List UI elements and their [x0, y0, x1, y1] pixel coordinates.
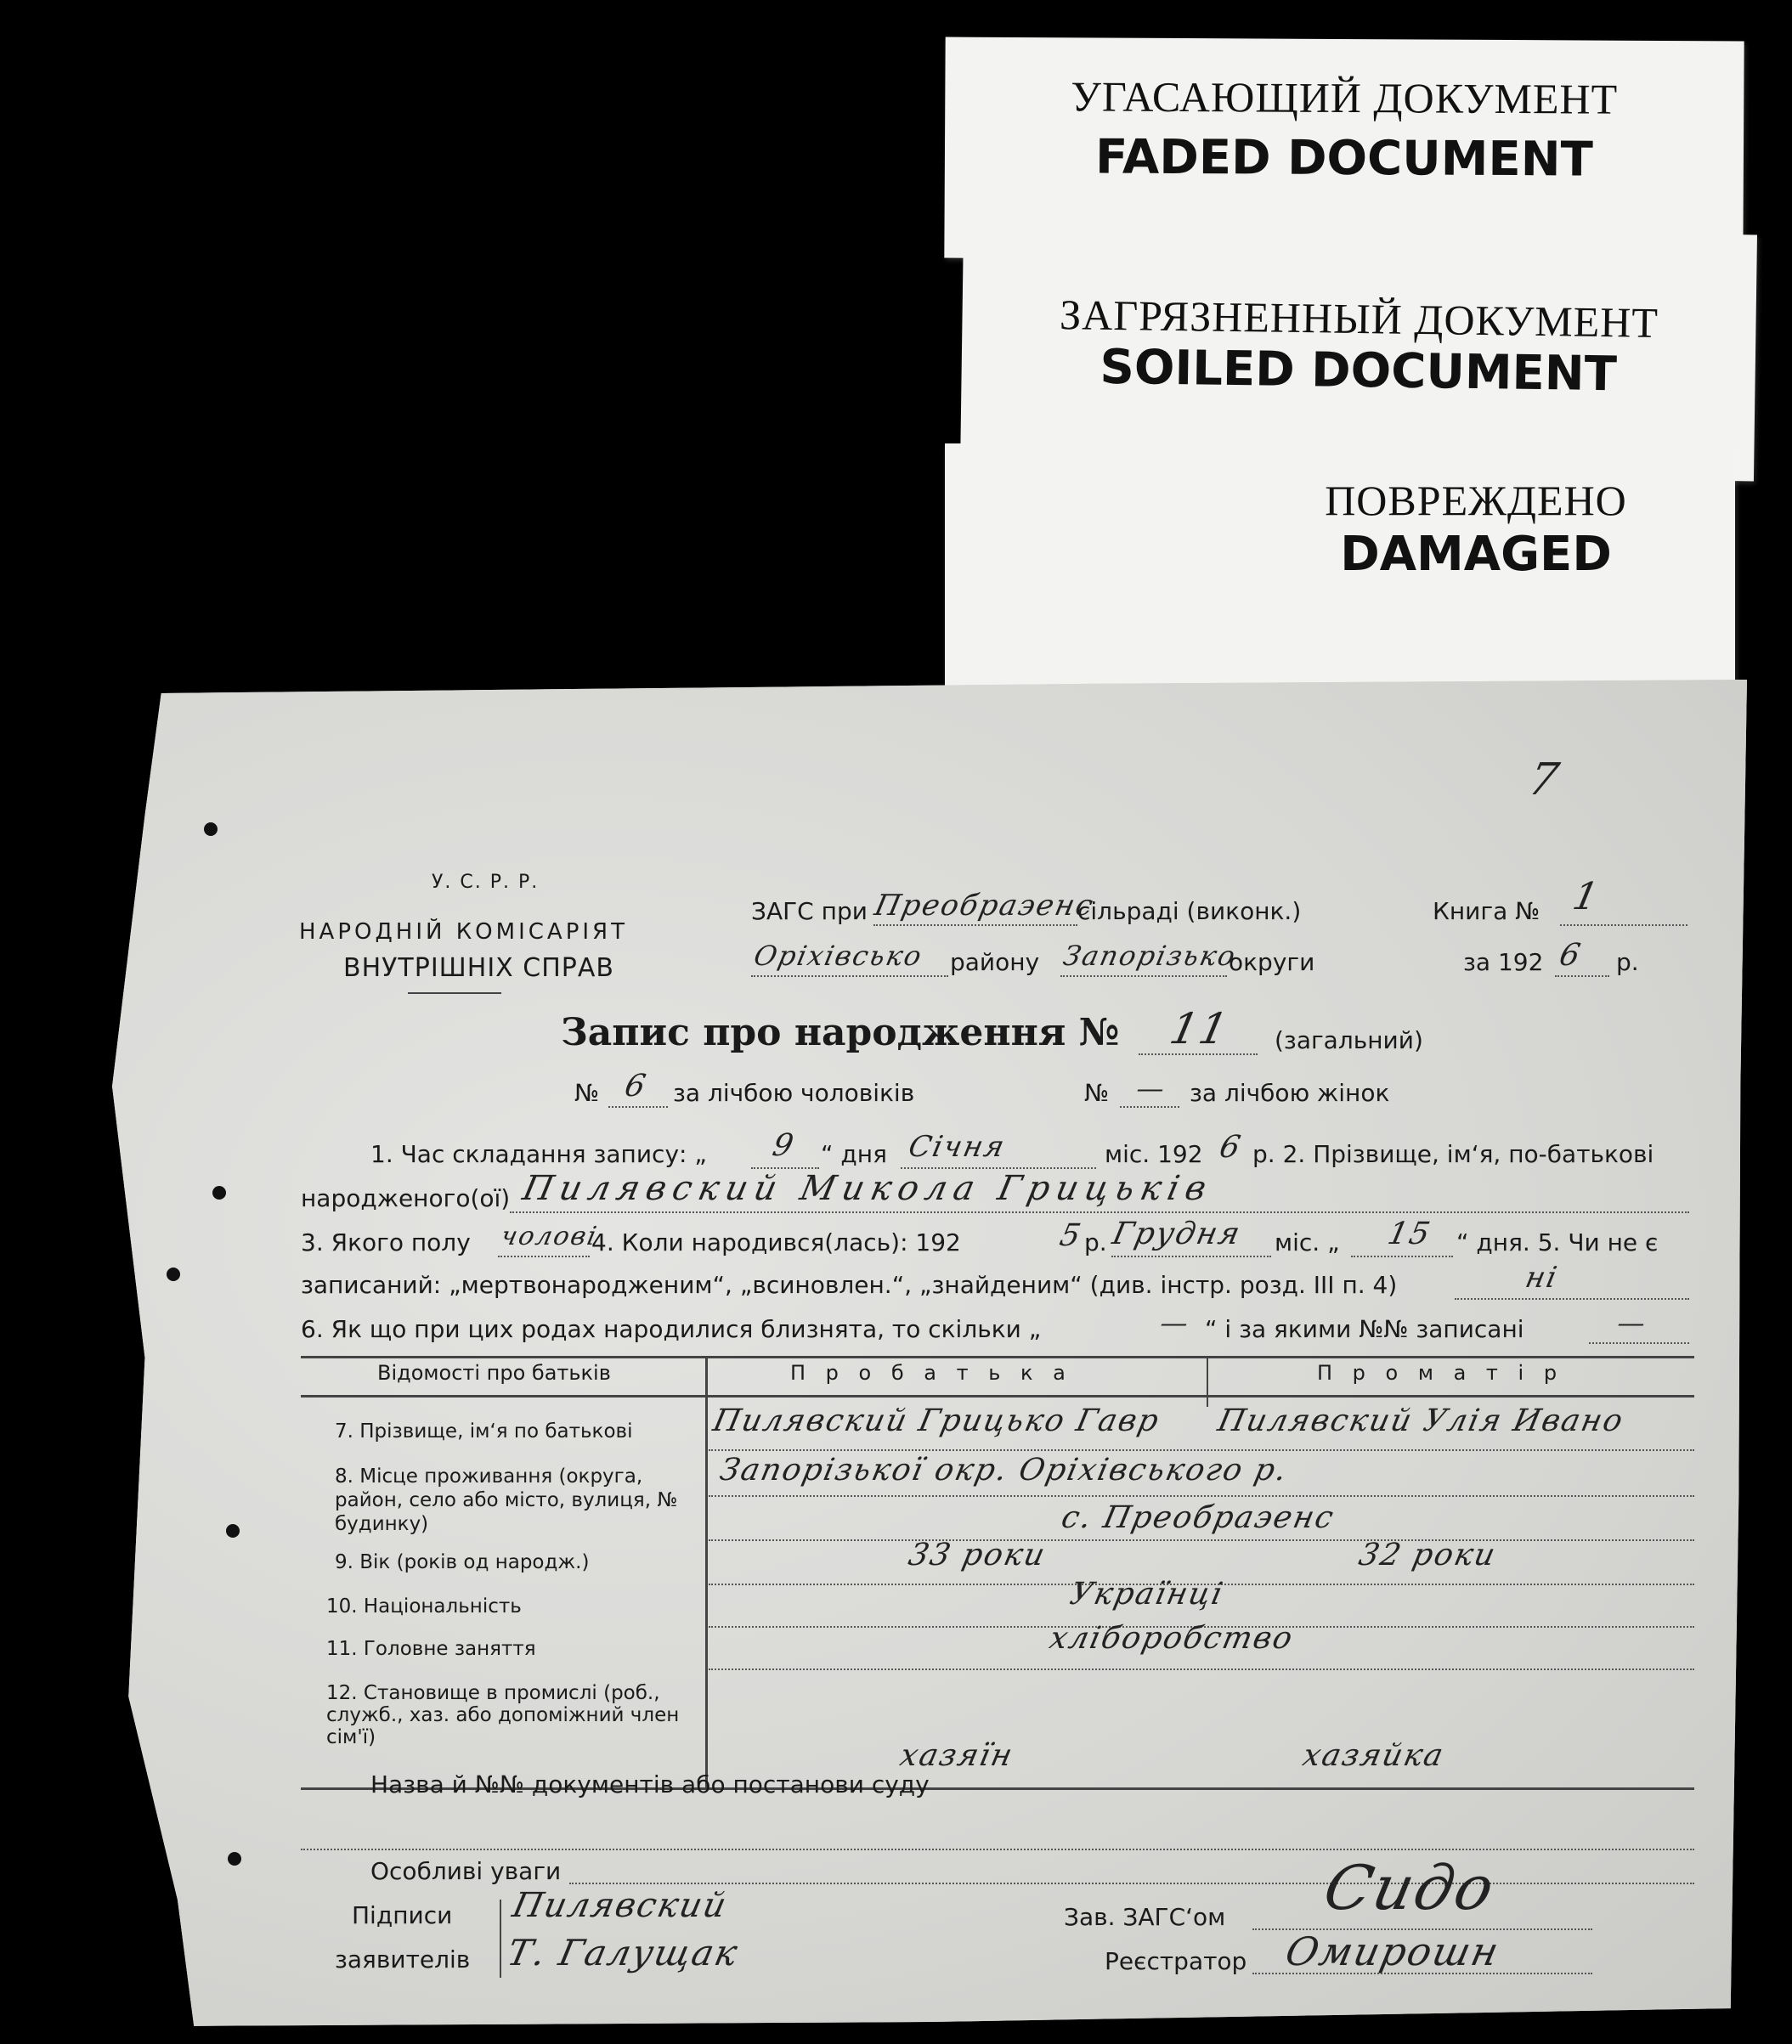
- field-1-rest: р. 2. Прізвище, ім‘я, по-батькові: [1252, 1140, 1654, 1168]
- row-8-father: Запорізької окр. Оріхівського р.: [716, 1453, 1292, 1488]
- punch-hole: [204, 822, 218, 836]
- faded-label-ru: УГАСАЮЩИЙ ДОКУМЕНТ: [1071, 72, 1619, 123]
- row-12-father: хазяїн: [896, 1738, 1017, 1773]
- row-7-father: Пилявский Грицько Гавр: [709, 1403, 1163, 1438]
- soiled-label-ru: ЗАГРЯЗНЕННЫЙ ДОКУМЕНТ: [1059, 291, 1659, 347]
- soiled-label-en: SOILED DOCUMENT: [1100, 339, 1618, 403]
- district-line: [751, 975, 948, 977]
- child-name-line: [510, 1211, 1689, 1213]
- birth-day-line: [1351, 1256, 1453, 1257]
- book-number: 1: [1569, 875, 1604, 918]
- book-label: Книга №: [1433, 897, 1540, 925]
- commissariat-line-1: НАРОДНІЙ КОМІСАРІЯТ: [299, 919, 628, 945]
- year-suffix: р.: [1616, 948, 1639, 976]
- field-1-month: Січня: [905, 1130, 1009, 1164]
- signatures-label-1: Підписи: [352, 1901, 453, 1929]
- zags-village-line: [873, 924, 1077, 926]
- field-3-label: 3. Якого полу: [301, 1228, 471, 1256]
- damaged-label-en: DAMAGED: [1340, 527, 1612, 582]
- row-7-line: [709, 1449, 1694, 1451]
- men-count-label: за лічбою чоловіків: [673, 1079, 915, 1107]
- field-6-mid: “ і за якими №№ записані: [1205, 1315, 1524, 1343]
- zags-prefix: ЗАГС при: [751, 897, 868, 925]
- birth-month-line: [1111, 1256, 1271, 1257]
- signatures-label-2: заявителів: [335, 1945, 471, 1973]
- row-9-label: 9. Вік (років од народж.): [335, 1551, 590, 1573]
- registrar-signature: Омирошн: [1281, 1928, 1505, 1974]
- row-10-label: 10. Національність: [326, 1595, 522, 1618]
- field-6-line: [1589, 1342, 1689, 1344]
- field-5-line: [1455, 1298, 1689, 1300]
- row-8-line-2: [709, 1539, 1694, 1541]
- registrar-line: [1252, 1973, 1592, 1974]
- damaged-label-ru: ПОВРЕЖДЕНО: [1325, 477, 1627, 524]
- sheet-number: 7: [1523, 754, 1565, 805]
- applicant-signature-1: Пилявский: [509, 1886, 732, 1925]
- row-8-mother: с. Преобраэенс: [1058, 1500, 1338, 1535]
- field-6-text: 6. Як що при цих родах народилися близнята, то скільки „: [301, 1315, 1042, 1343]
- birth-year: 5: [1056, 1218, 1086, 1253]
- row-11-label: 11. Головне заняття: [326, 1638, 536, 1660]
- commissariat-line-2: ВНУТРІШНІХ СПРАВ: [343, 953, 614, 983]
- women-count-label: за лічбою жінок: [1190, 1079, 1390, 1107]
- okrug-label: округи: [1229, 948, 1315, 976]
- registrar-label: Реєстратор: [1105, 1947, 1247, 1975]
- ussr-heading: У. С. Р. Р.: [432, 872, 540, 893]
- child-sex: чолові: [498, 1222, 601, 1251]
- field-1-day-suffix: “ дня: [821, 1140, 887, 1168]
- field-1-label: 1. Час складання запису: „: [370, 1140, 707, 1168]
- field-6-count: —: [1156, 1307, 1194, 1339]
- row-8-label-text: 8. Місце проживання (округа, район, село або місто, вулиця, № будинку): [335, 1465, 678, 1535]
- birth-day: 15: [1384, 1217, 1435, 1251]
- year-line: [1555, 975, 1609, 977]
- field-4-label: 4. Коли народився(лась): 192: [591, 1228, 961, 1256]
- year-digit: 6: [1556, 938, 1586, 973]
- row-12-mother: хазяйка: [1299, 1738, 1448, 1773]
- table-header-father: П р о б а т ь к а: [790, 1361, 1072, 1385]
- okrug-name: Запорізько: [1060, 940, 1240, 972]
- child-sex-line: [498, 1256, 590, 1257]
- women-no-label: №: [1084, 1079, 1110, 1107]
- field-5-answer: ні: [1522, 1261, 1562, 1295]
- head-zags-label: Зав. ЗАГС‘ом: [1064, 1903, 1226, 1931]
- women-count: —: [1133, 1072, 1170, 1104]
- okrug-line: [1060, 975, 1227, 977]
- documents-label: Назва й №№ документів або постанови суду: [370, 1770, 930, 1798]
- head-zags-signature: Сидо: [1318, 1852, 1502, 1923]
- table-header-mother: П р о м а т і р: [1317, 1361, 1564, 1385]
- row-9-mother: 32 роки: [1355, 1538, 1501, 1573]
- row-8-label: [335, 1465, 700, 1536]
- record-number: 11: [1165, 1004, 1234, 1053]
- record-title: Запис про народження №: [561, 1011, 1120, 1054]
- field-1-day: 9: [769, 1128, 799, 1163]
- field-5-text: записаний: „мертвонародженим“, „всиновлен.“, „знайденим“ (див. інстр. розд. III п. 4): [301, 1271, 1398, 1299]
- remarks-label: Особливі уваги: [370, 1857, 562, 1885]
- women-count-line: [1120, 1106, 1179, 1108]
- row-9-father: 33 роки: [905, 1538, 1050, 1573]
- birth-month: Грудня: [1109, 1217, 1245, 1251]
- damaged-label: [945, 443, 1735, 690]
- table-top-rule: [301, 1356, 1694, 1358]
- row-8-line: [709, 1495, 1694, 1497]
- men-count-line: [608, 1106, 668, 1108]
- field-1-year: 6: [1216, 1130, 1246, 1165]
- field-4-rest: “ дня. 5. Чи не є: [1456, 1228, 1659, 1256]
- year-label: за 192: [1463, 948, 1544, 976]
- row-7-label: 7. Прізвище, ім‘я по батькові: [335, 1420, 633, 1443]
- remarks-line: [569, 1883, 1694, 1884]
- zags-village: Преобраэенс: [871, 889, 1098, 923]
- applicant-signature-2: Т. Галущак: [503, 1932, 743, 1973]
- table-col-divider-1: [705, 1356, 708, 1789]
- table-header-rule: [301, 1395, 1694, 1397]
- record-number-line: [1139, 1053, 1258, 1055]
- punch-hole: [228, 1852, 241, 1866]
- row-12-label-text: 12. Становище в промислі (роб., служб., хаз. або допоміжний член сім'ї): [326, 1682, 680, 1748]
- row-7-mother: Пилявский Улія Ивано: [1214, 1403, 1628, 1438]
- birth-mis: міс. „: [1275, 1228, 1340, 1256]
- punch-hole: [167, 1268, 180, 1281]
- row-11-father: хліборобство: [1046, 1621, 1297, 1656]
- faded-label-en: FADED DOCUMENT: [1094, 129, 1593, 188]
- district-name: Оріхівсько: [750, 940, 926, 972]
- field-2-label: народженого(ої): [301, 1184, 511, 1212]
- table-header-info: Відомості про батьків: [377, 1361, 611, 1385]
- book-number-line: [1560, 924, 1687, 926]
- signature-bracket: [500, 1900, 501, 1978]
- child-name: Пилявский Микола Грицьків: [519, 1169, 1217, 1208]
- row-10-father: Українці: [1066, 1577, 1228, 1612]
- men-no-label: №: [574, 1079, 600, 1107]
- row-12-label: [326, 1682, 705, 1748]
- district-label: району: [950, 948, 1040, 976]
- zags-suffix: сільраді (виконк.): [1077, 897, 1302, 925]
- header-divider: [408, 992, 501, 994]
- field-6-answer: —: [1614, 1307, 1651, 1339]
- field-1-mis: міс. 192: [1105, 1140, 1203, 1168]
- birth-year-r: р.: [1084, 1228, 1107, 1256]
- documents-line: [301, 1849, 1694, 1850]
- row-11-line: [709, 1669, 1694, 1670]
- table-col-divider-2: [1207, 1356, 1208, 1407]
- punch-hole: [226, 1524, 240, 1538]
- men-count: 6: [621, 1069, 651, 1104]
- record-general: (загальний): [1275, 1026, 1423, 1054]
- punch-hole: [212, 1186, 226, 1200]
